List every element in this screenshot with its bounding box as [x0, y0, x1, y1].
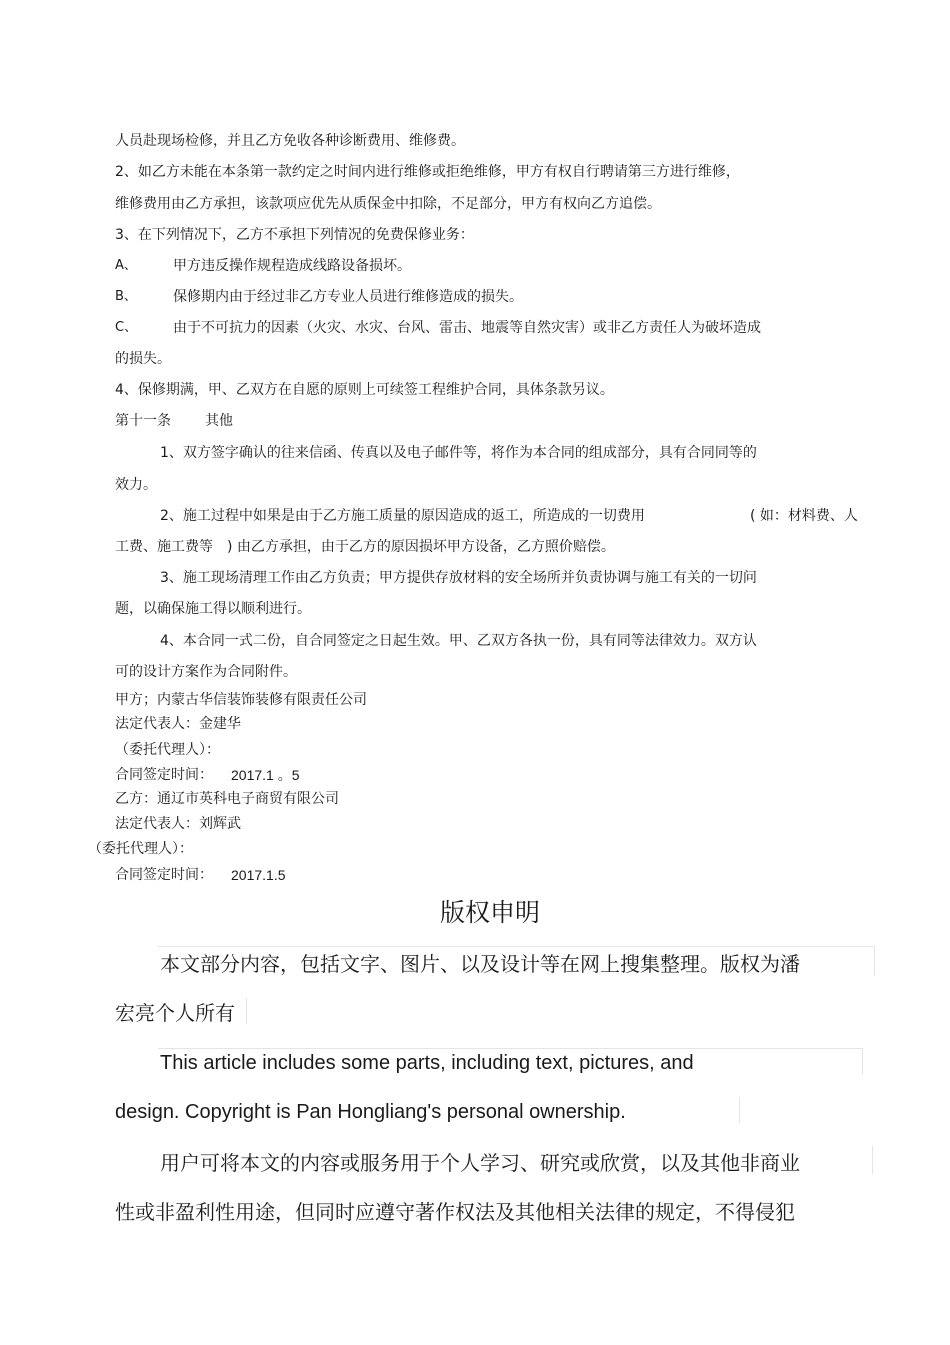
other-2-line-tail: ( 如：材料费、人	[750, 508, 858, 524]
copyright-title: 版权申明	[439, 898, 540, 927]
copyright-paragraph-3: 用户可将本文的内容或服务用于个人学习、研究或欣赏，以及其他非商业	[160, 1151, 800, 1175]
copyright-paragraph-2-cont: design. Copyright is Pan Hongliang's personal ownership.	[115, 1101, 626, 1123]
other-4-line: 4、本合同一式二份，自合同签定之日起生效。甲、乙双方各执一份，具有同等法律效力。双方认	[160, 633, 757, 649]
party-a-date-value: 2017.1 。5	[231, 767, 300, 783]
copyright-paragraph-1: 本文部分内容，包括文字、图片、以及设计等在网上搜集整理。版权为潘	[160, 952, 800, 976]
party-a-agent: （委托代理人）：	[115, 742, 220, 758]
other-1-continuation: 效力。	[115, 477, 157, 493]
party-b-representative: 法定代表人：刘辉武	[115, 816, 241, 832]
party-b-name: 乙方：通辽市英科电子商贸有限公司	[115, 791, 339, 807]
item-a-text: 甲方违反操作规程造成线路设备损坏。	[173, 258, 411, 274]
copyright-paragraph-3-cont: 性或非盈利性用途，但同时应遵守著作权法及其他相关法律的规定，不得侵犯	[115, 1200, 795, 1224]
other-2-continuation: 工费、施工费等 ) 由乙方承担，由于乙方的原因损坏甲方设备，乙方照价赔偿。	[115, 539, 615, 555]
item-marker-c: C、	[115, 320, 138, 335]
party-a-name: 甲方；内蒙古华信装饰装修有限责任公司	[115, 692, 367, 708]
party-a-representative: 法定代表人：金建华	[115, 716, 241, 732]
clause-3-line: 3、在下列情况下，乙方不承担下列情况的免费保修业务：	[115, 227, 474, 243]
article-11-title: 其他	[205, 413, 233, 429]
party-b-date-label: 合同签定时间：	[115, 867, 213, 883]
frame-edge	[246, 998, 247, 1024]
item-c-text: 由于不可抗力的因素（火灾、水灾、台风、雷击、地震等自然灾害）或非乙方责任人为破坏造成	[173, 320, 761, 336]
frame-edge	[739, 1097, 740, 1123]
frame-edge	[872, 1146, 873, 1174]
other-3-continuation: 题，以确保施工得以顺利进行。	[115, 601, 311, 617]
other-3-line: 3、施工现场清理工作由乙方负责；甲方提供存放材料的安全场所并负责协调与施工有关的一切问	[160, 570, 757, 586]
clause-4-line: 4、保修期满，甲、乙双方在自愿的原则上可续签工程维护合同，具体条款另议。	[115, 382, 614, 398]
other-1-line: 1、双方签字确认的往来信函、传真以及电子邮件等，将作为本合同的组成部分，具有合同同等的	[160, 445, 757, 461]
item-c-continuation: 的损失。	[115, 351, 171, 367]
copyright-paragraph-1-cont: 宏亮个人所有	[115, 1001, 235, 1025]
party-b-agent: （委托代理人）：	[88, 841, 193, 857]
clause-line: 人员赴现场检修，并且乙方免收各种诊断费用、维修费。	[115, 133, 465, 149]
article-11-number: 第十一条	[115, 413, 171, 429]
copyright-paragraph-2: This article includes some parts, including text, pictures, and	[160, 1052, 694, 1074]
item-b-text: 保修期内由于经过非乙方专业人员进行维修造成的损失。	[173, 289, 523, 305]
party-b-date-value: 2017.1.5	[231, 867, 286, 883]
item-marker-a: A、	[115, 258, 137, 273]
other-2-line: 2、施工过程中如果是由于乙方施工质量的原因造成的返工，所造成的一切费用	[160, 508, 645, 524]
item-marker-b: B、	[115, 289, 137, 304]
party-a-date-label: 合同签定时间：	[115, 767, 213, 783]
clause-2-line: 2、如乙方未能在本条第一款约定之时间内进行维修或拒绝维修，甲方有权自行聘请第三方进行维修，	[115, 164, 740, 180]
clause-line: 维修费用由乙方承担，该款项应优先从质保金中扣除，不足部分，甲方有权向乙方追偿。	[115, 196, 661, 212]
other-4-continuation: 可的设计方案作为合同附件。	[115, 664, 297, 680]
